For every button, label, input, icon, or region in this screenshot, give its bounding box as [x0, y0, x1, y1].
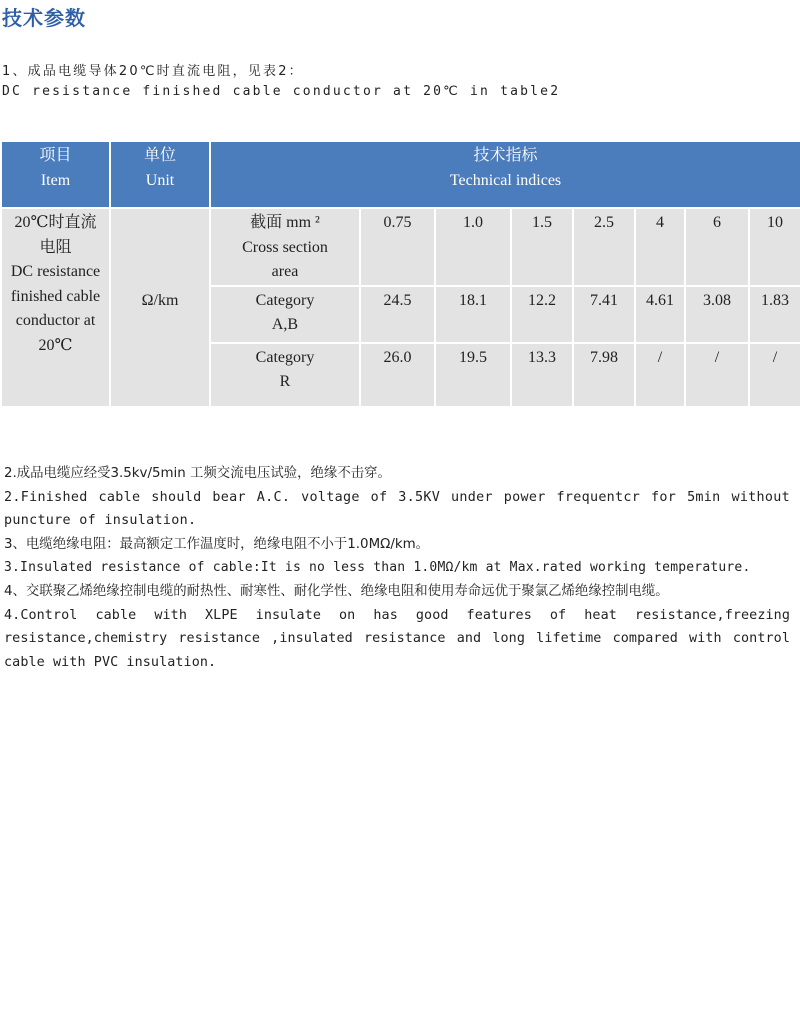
table-cell: / — [635, 343, 685, 407]
table-cell: 1.0 — [435, 208, 511, 286]
table-cell: / — [685, 343, 749, 407]
row-label-en: DC resistance finished cable conductor at 20℃ — [10, 263, 101, 354]
table-cell: 1.5 — [511, 208, 573, 286]
header-unit-en: Unit — [145, 171, 175, 189]
table-cell: 3.08 — [685, 286, 749, 343]
header-unit-cn: 单位 — [143, 147, 176, 164]
table-cell: 4 — [635, 208, 685, 286]
row-label-cn: 20℃时直流电阻 — [14, 214, 97, 256]
table-cell: 19.5 — [435, 343, 511, 407]
table-cell: 7.41 — [573, 286, 635, 343]
cross-section-label-en: Cross section area — [242, 238, 328, 280]
header-tech-cn: 技术指标 — [473, 147, 538, 164]
unit-cell: Ω/km — [110, 208, 210, 407]
note-4-cn: 4、交联聚乙烯绝缘控制电缆的耐热性、耐寒性、耐化学性、绝缘电阻和使用寿命远优于聚氯乙烯绝缘控制电缆。 — [4, 583, 669, 599]
note-3-cn: 3、电缆绝缘电阻：最高额定工作温度时，绝缘电阻不小于1.0MΩ/km。 — [4, 536, 430, 552]
table-row — [1, 208, 800, 286]
notes-section — [4, 462, 790, 674]
table-cell: 1.83 — [749, 286, 800, 343]
header-item — [1, 141, 110, 208]
header-tech-en: Technical indices — [449, 171, 562, 189]
intro-en: DC resistance finished cable conductor at 20℃ in table2 — [2, 84, 561, 99]
note-3-en: 3.Insulated resistance of cable:It is no less than 1.0MΩ/km at Max.rated working temperature. — [4, 560, 751, 576]
category-ab-label: Category A,B — [210, 286, 360, 343]
cross-section-label — [210, 208, 360, 286]
table-cell: 13.3 — [511, 343, 573, 407]
header-unit — [110, 141, 210, 208]
header-item-cn: 项目 — [39, 147, 72, 164]
table-cell: 2.5 — [573, 208, 635, 286]
header-item-en: Item — [40, 171, 71, 189]
header-tech — [210, 141, 800, 208]
cross-section-label-cn: 截面 mm ² — [250, 214, 320, 231]
table-cell: 12.2 — [511, 286, 573, 343]
resistance-table — [0, 140, 800, 408]
row-label-cell — [1, 208, 110, 407]
table-cell: 0.75 — [360, 208, 435, 286]
table-cell: 24.5 — [360, 286, 435, 343]
category-r-label: Category R — [210, 343, 360, 407]
note-4-en: 4.Control cable with XLPE insulate on has good features of heat resistance,freezing resistance,chemistry resistance ,insulated resistance and long lifetime compared with control cable with PVC insulation. — [4, 607, 790, 670]
table-cell: 4.61 — [635, 286, 685, 343]
intro-cn: 1、成品电缆导体20℃时直流电阻，见表2： — [2, 64, 304, 79]
table-header-row — [1, 141, 800, 208]
table-cell: 7.98 — [573, 343, 635, 407]
table-cell: 10 — [749, 208, 800, 286]
page-title: 技术参数 — [2, 6, 86, 30]
table-cell: 26.0 — [360, 343, 435, 407]
table-cell: / — [749, 343, 800, 407]
note-2-cn: 2.成品电缆应经受3.5kv/5min 工频交流电压试验，绝缘不击穿。 — [4, 466, 391, 481]
table-cell: 6 — [685, 208, 749, 286]
table-cell: 18.1 — [435, 286, 511, 343]
note-2-en: 2.Finished cable should bear A.C. voltage of 3.5KV under power frequentcr for 5min without puncture of insulation. — [4, 489, 790, 529]
